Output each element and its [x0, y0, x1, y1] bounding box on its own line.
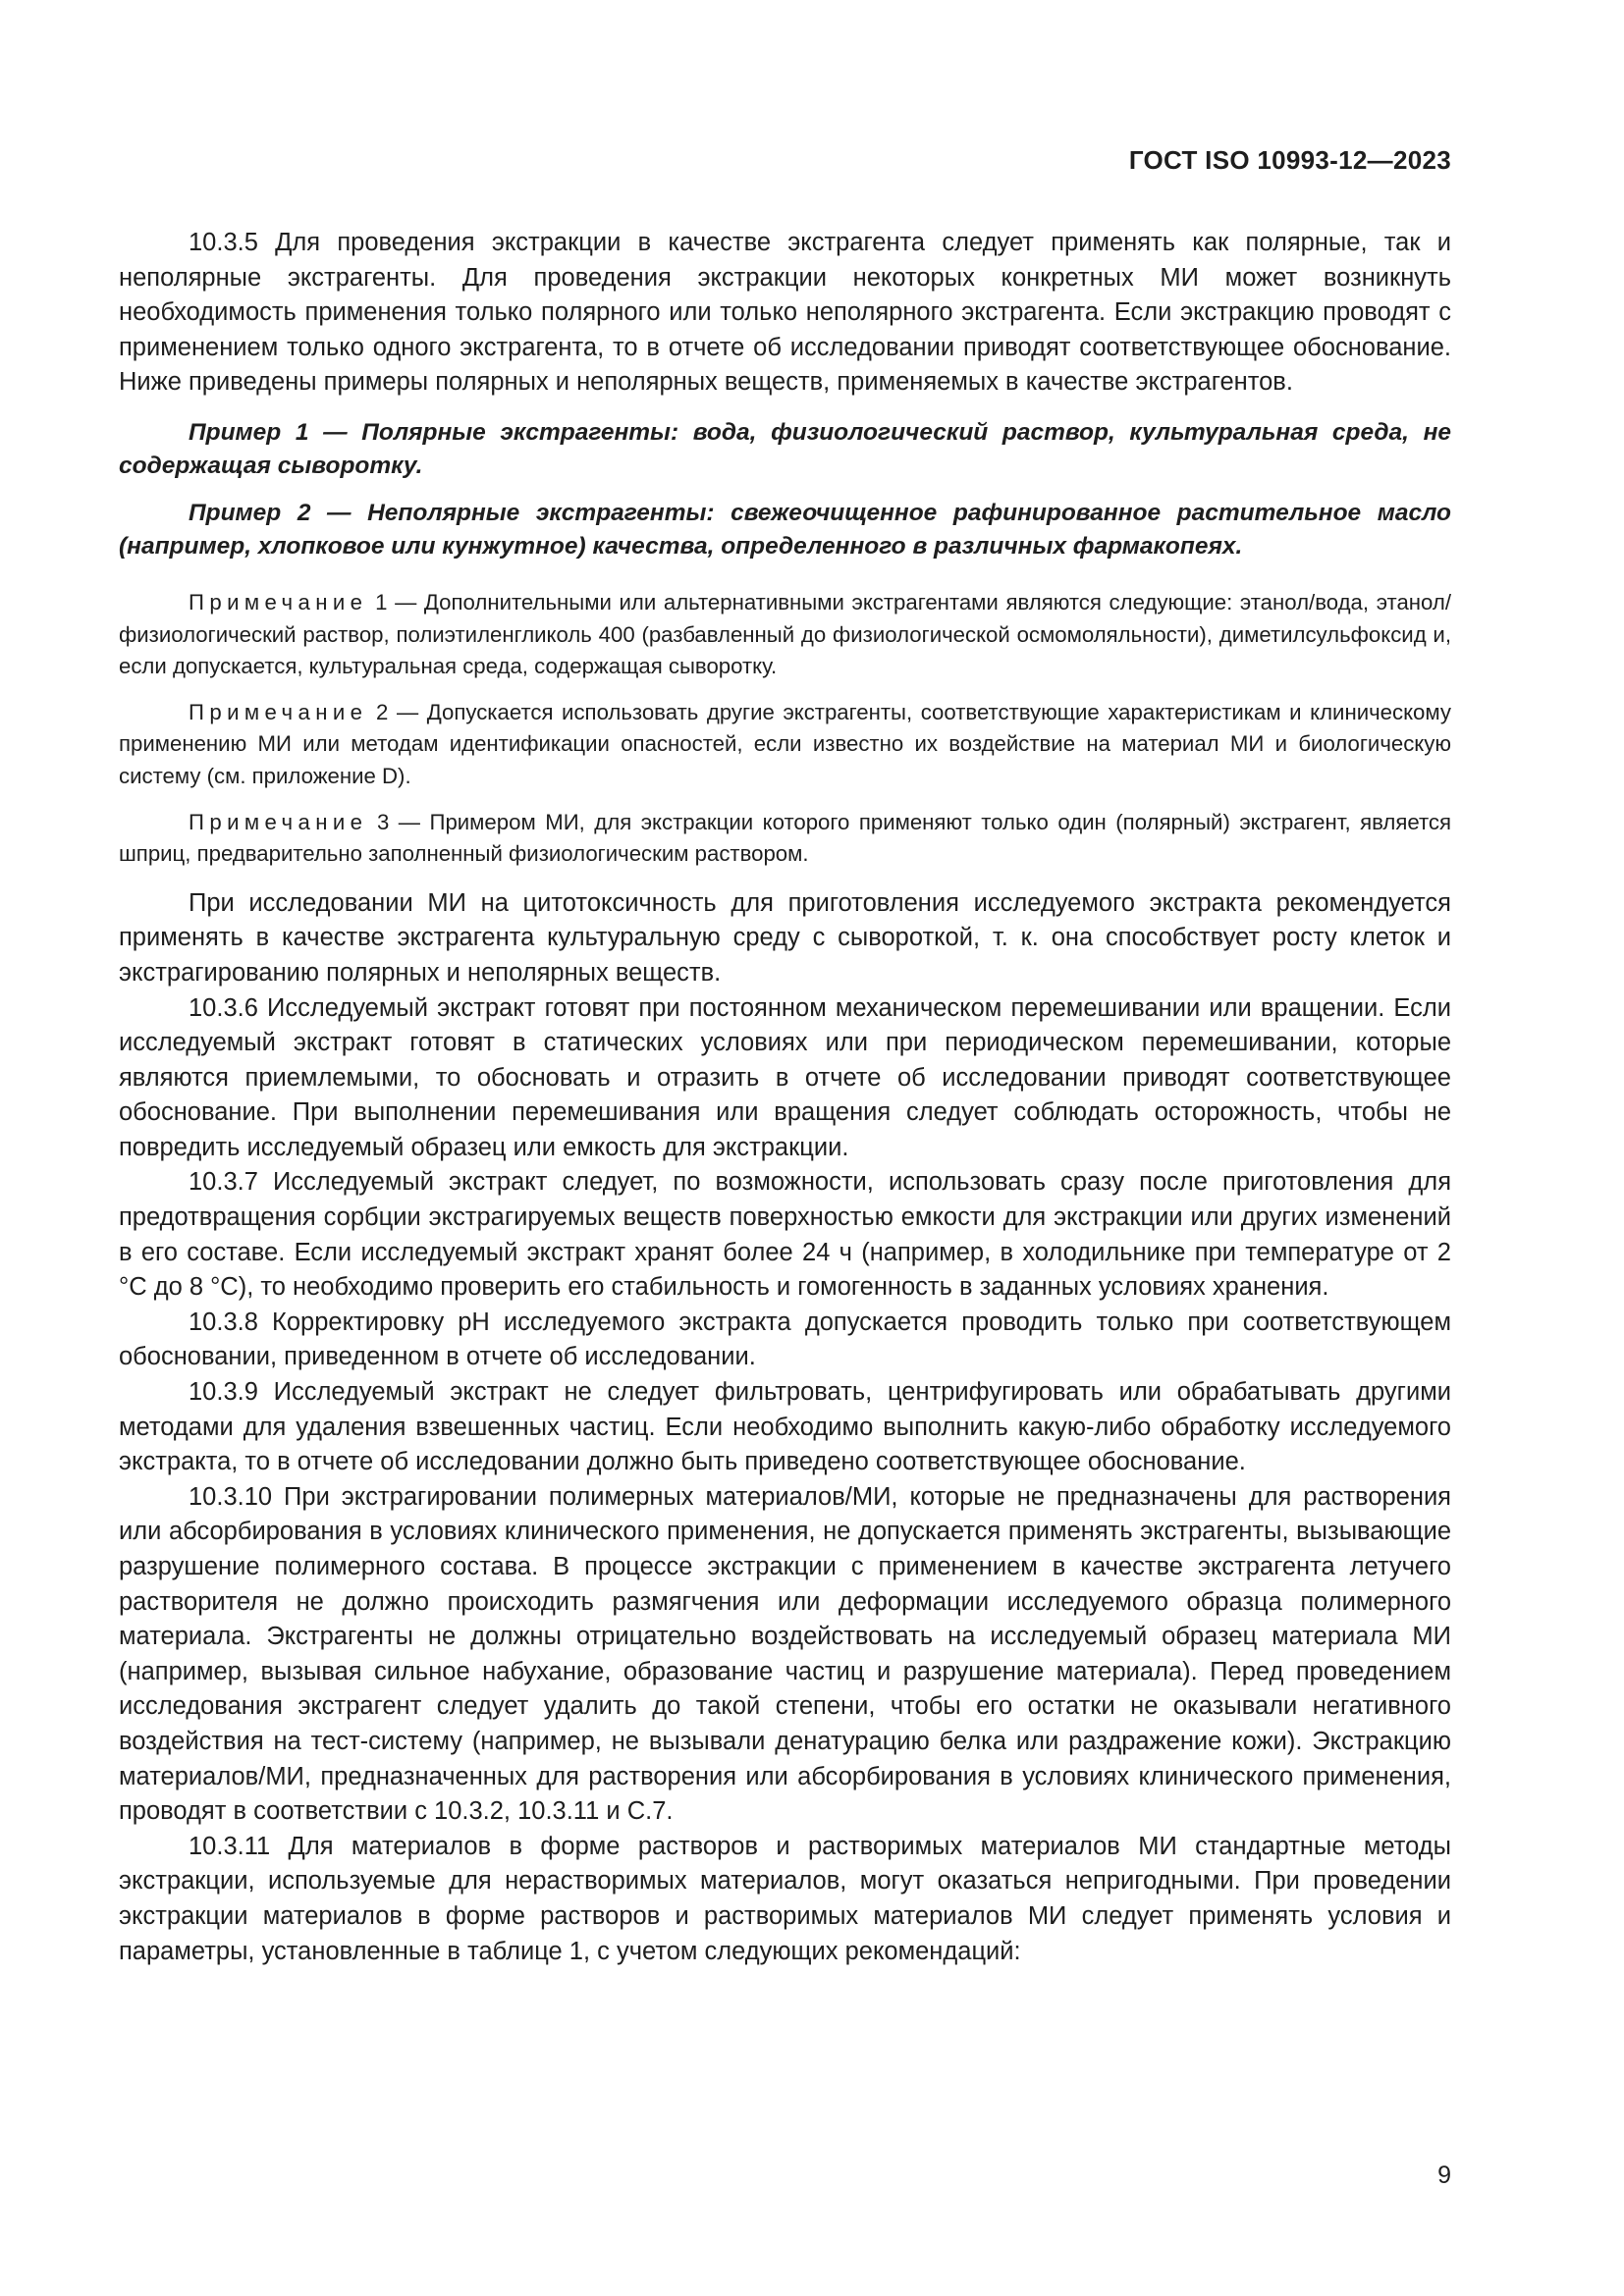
note-3-text: 3 — Примером МИ, для экстракции которого применяют только один (полярный) экстрагент, является шприц, предварительно заполненный физиологическим раствором.	[119, 809, 1451, 867]
standard-header: ГОСТ ISO 10993-12—2023	[1128, 145, 1451, 175]
note-1	[119, 587, 1451, 683]
note-3-label: Примечание	[189, 809, 368, 834]
note-2-text: 2 — Допускается использовать другие экстрагенты, соответствующие характеристикам и клиническому применению МИ или методам идентификации опасностей, если известно их воздействие на материал МИ и биологическую систему (см. приложение D).	[119, 699, 1451, 788]
note-1-text: 1 — Дополнительными или альтернативными экстрагентами являются следующие: этанол/вода, этанол/физиологический раствор, полиэтиленгликоль 400 (разбавленный до физиологической осмомоляльности), диметилсульфоксид и, если допускается, культуральная среда, содержащая сыворотку.	[119, 589, 1451, 679]
paragraph-10-3-9: 10.3.9 Исследуемый экстракт не следует фильтровать, центрифугировать или обрабатывать другими методами для удаления взвешенных частиц. Если необходимо выполнить какую-либо обработку исследуемого экстракта, то в отчете об исследовании должно быть приведено соответствующее обоснование.	[119, 1378, 1451, 1476]
note-2-label: Примечание	[189, 699, 368, 724]
example-1: Пример 1 — Полярные экстрагенты: вода, физиологический раствор, культуральная среда, не содержащая сыворотку.	[119, 418, 1451, 479]
paragraph-cytotoxicity: При исследовании МИ на цитотоксичность для приготовления исследуемого экстракта рекомендуется применять в качестве экстрагента культуральную среду с сывороткой, т. к. она способствует росту клеток и экстрагированию полярных и неполярных веществ.	[119, 888, 1451, 987]
paragraph-10-3-6: 10.3.6 Исследуемый экстракт готовят при постоянном механическом перемешивании или вращении. Если исследуемый экстракт готовят в статических условиях или при периодическом перемешивании, которые являются приемлемыми, то обосновать и отразить в отчете об исследовании приводят соответствующее обоснование. При выполнении перемешивания или вращения следует соблюдать осторожность, чтобы не повредить исследуемый образец или емкость для экстракции.	[119, 993, 1451, 1161]
example-2: Пример 2 — Неполярные экстрагенты: свежеочищенное рафинированное растительное масло (например, хлопковое или кунжутное) качества, определенного в различных фармакопеях.	[119, 499, 1451, 560]
paragraph-10-3-8: 10.3.8 Корректировку pH исследуемого экстракта допускается проводить только при соответствующем обосновании, приведенном в отчете об исследовании.	[119, 1308, 1451, 1371]
note-1-label: Примечание	[189, 589, 368, 614]
paragraph-10-3-5: 10.3.5 Для проведения экстракции в качестве экстрагента следует применять как полярные, так и неполярные экстрагенты. Для проведения экстракции некоторых конкретных МИ может возникнуть необходимость применения только полярного или только неполярного экстрагента. Если экстракцию проводят с применением только одного экстрагента, то в отчете об исследовании приводят соответствующее обоснование. Ниже приведены примеры полярных и неполярных веществ, применяемых в качестве экстрагентов.	[119, 229, 1451, 397]
paragraph-10-3-11: 10.3.11 Для материалов в форме растворов и растворимых материалов МИ стандартные методы экстракции, используемые для нерастворимых материалов, могут оказаться непригодными. При проведении экстракции материалов в форме растворов и растворимых материалов МИ следует применять условия и параметры, установленные в таблице 1, с учетом следующих рекомендаций:	[119, 1832, 1451, 1965]
paragraph-10-3-10: 10.3.10 При экстрагировании полимерных материалов/МИ, которые не предназначены для растворения или абсорбирования в условиях клинического применения, не допускается применять экстрагенты, вызывающие разрушение полимерного состава. В процессе экстракции с применением в качестве экстрагента летучего растворителя не должно происходить размягчения или деформации исследуемого образца полимерного материала. Экстрагенты не должны отрицательно воздействовать на исследуемый образец материала МИ (например, вызывая сильное набухание, образование частиц и разрушение материала). Перед проведением исследования экстрагент следует удалить до такой степени, чтобы его остатки не оказывали негативного воздействия на тест-систему (например, не вызывали денатурацию белка или раздражение кожи). Экстракцию материалов/МИ, предназначенных для растворения или абсорбирования в условиях клинического применения, проводят в соответствии с 10.3.2, 10.3.11 и С.7.	[119, 1482, 1451, 1826]
note-2	[119, 697, 1451, 793]
page-number: 9	[1437, 2162, 1451, 2189]
paragraph-10-3-7: 10.3.7 Исследуемый экстракт следует, по возможности, использовать сразу после приготовления для предотвращения сорбции экстрагируемых веществ поверхностью емкости для экстракции или других изменений в его составе. Если исследуемый экстракт хранят более 24 ч (например, в холодильнике при температуре от 2 °С до 8 °С), то необходимо проверить его стабильность и гомогенность в заданных условиях хранения.	[119, 1168, 1451, 1302]
body-text	[119, 226, 1451, 1969]
note-3	[119, 807, 1451, 871]
